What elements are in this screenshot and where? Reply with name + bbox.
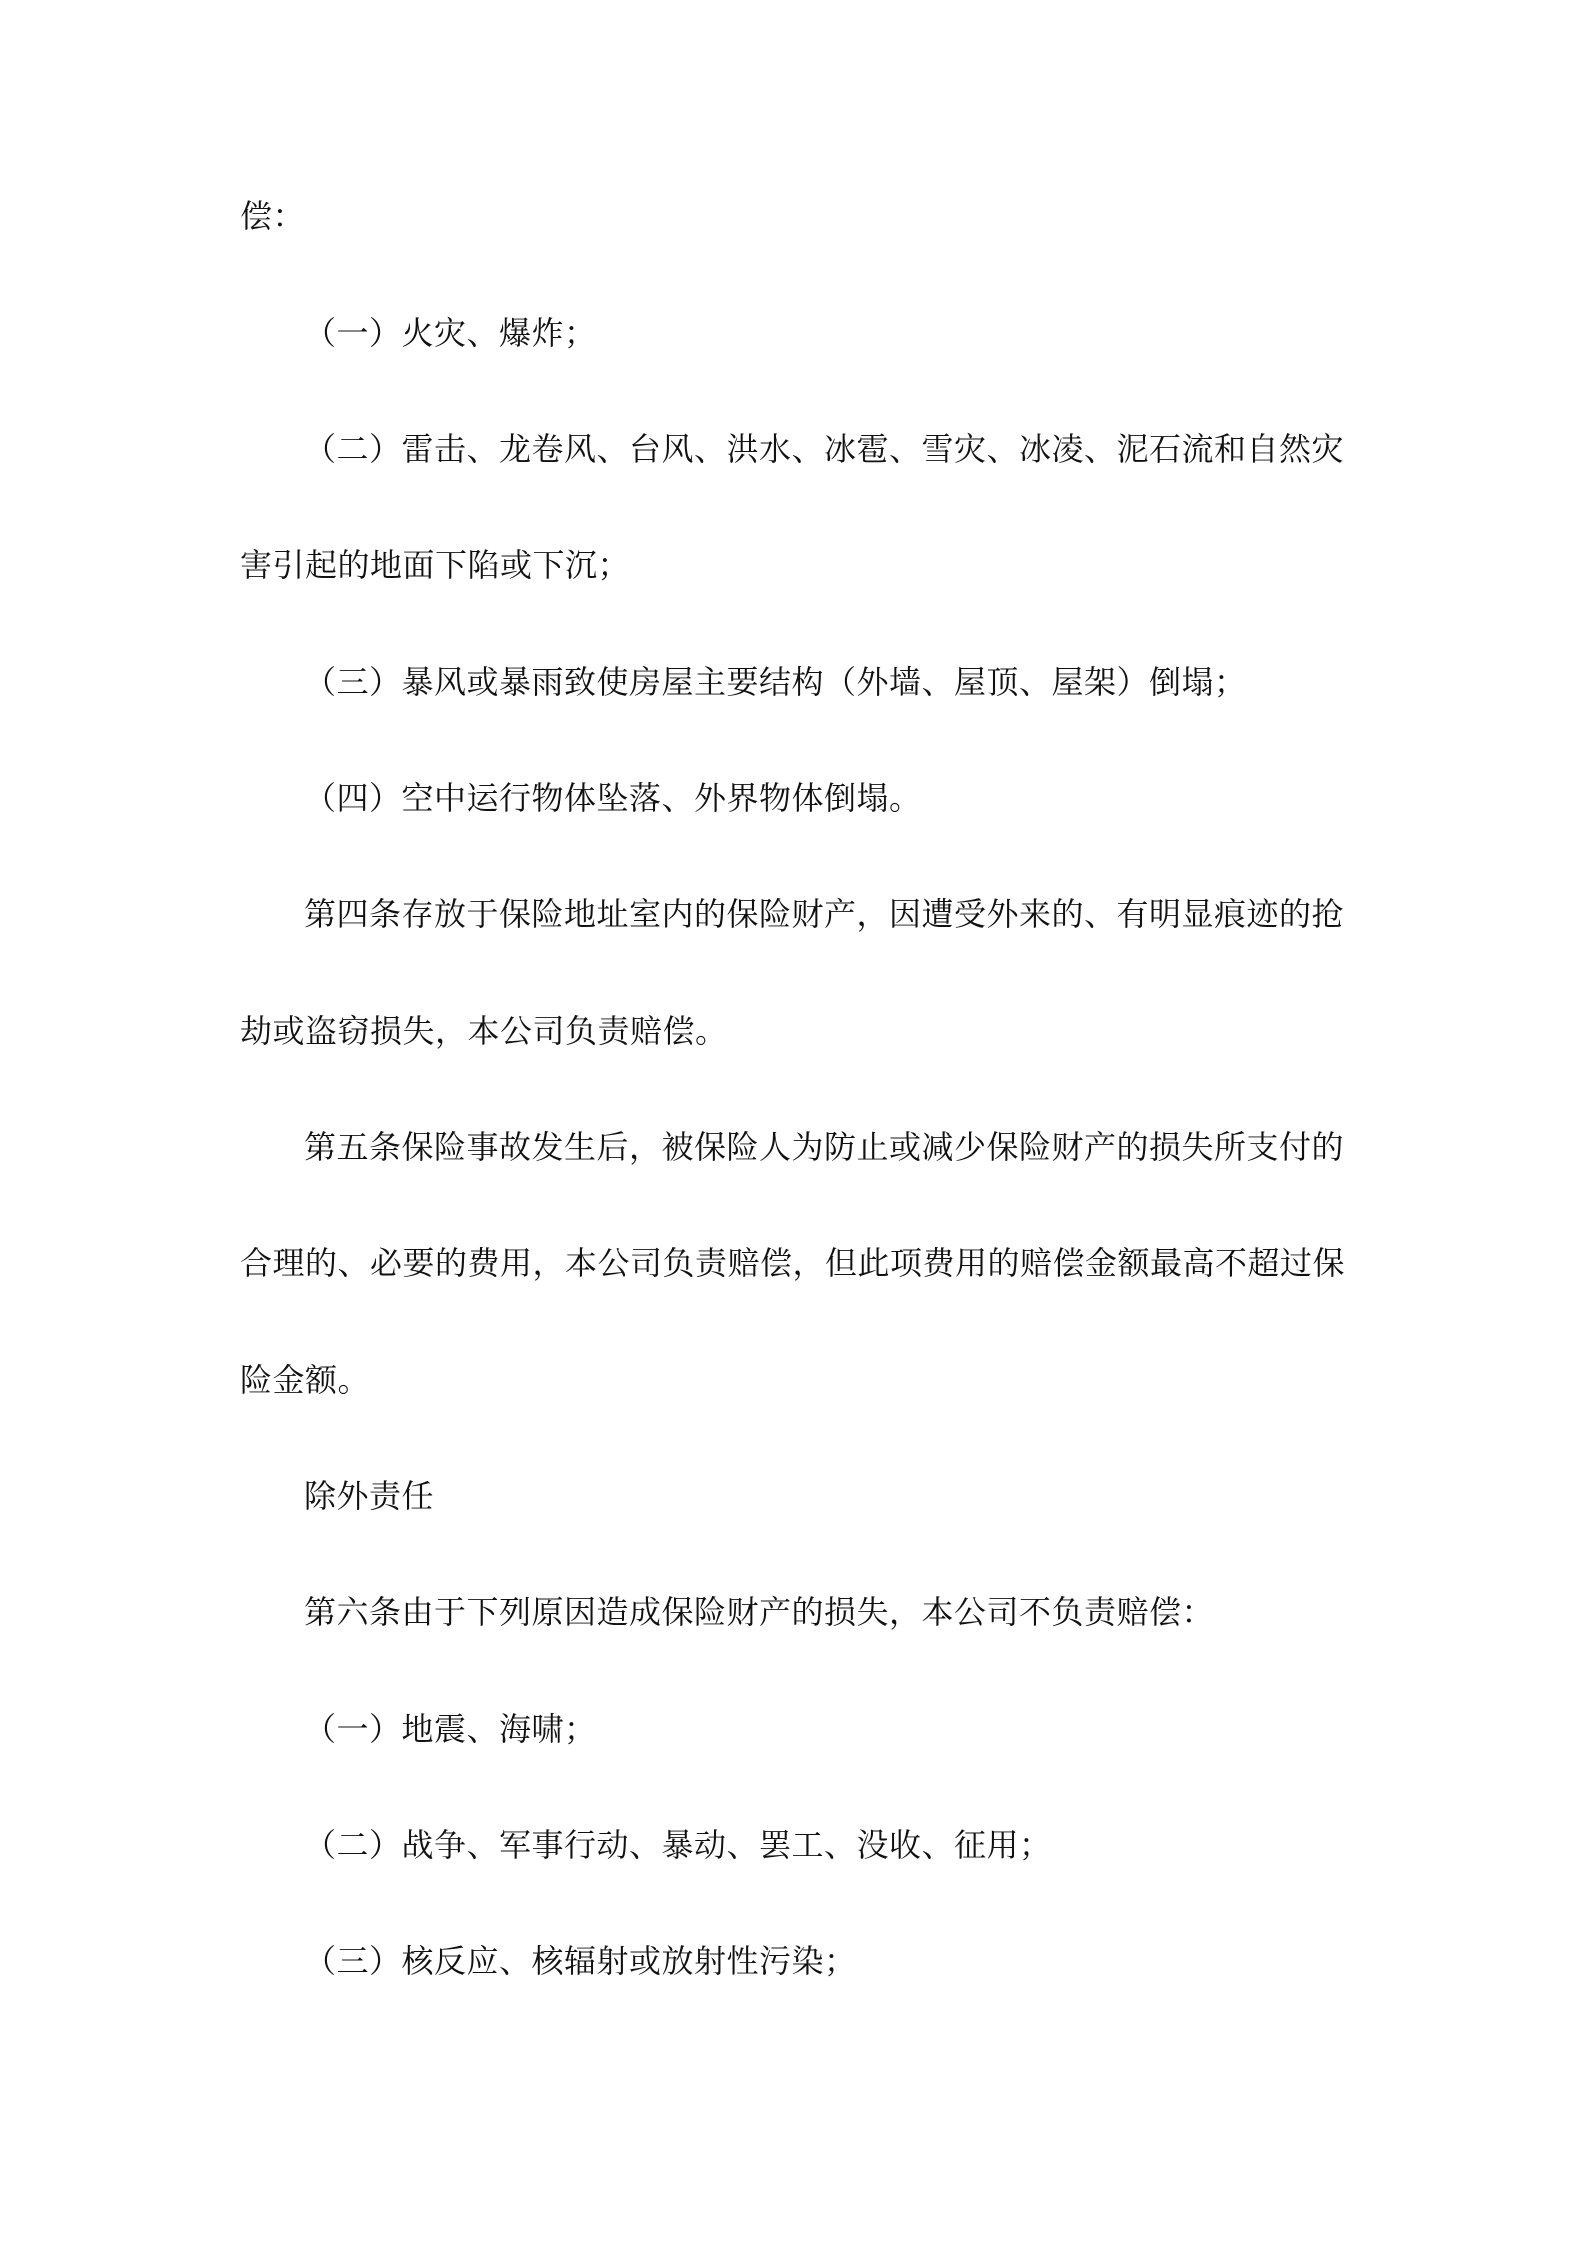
text-line-15: （二）战争、军事行动、暴动、罢工、没收、征用；: [304, 1826, 1052, 1864]
text-line-3: （二）雷击、龙卷风、台风、洪水、冰雹、雪灾、冰凌、泥石流和自然灾: [304, 430, 1345, 468]
text-line-14: （一）地震、海啸；: [304, 1710, 597, 1748]
text-line-1: 偿：: [240, 197, 306, 235]
text-line-7: 第四条存放于保险地址室内的保险财产，因遭受外来的、有明显痕迹的抢: [304, 895, 1345, 933]
text-line-9: 第五条保险事故发生后，被保险人为防止或减少保险财产的损失所支付的: [304, 1128, 1345, 1166]
section-heading: 除外责任: [304, 1477, 435, 1515]
text-line-16: （三）核反应、核辐射或放射性污染；: [304, 1942, 857, 1980]
text-line-5: （三）暴风或暴雨致使房屋主要结构（外墙、屋顶、屋架）倒塌；: [304, 663, 1247, 701]
text-line-11: 险金额。: [240, 1361, 371, 1399]
text-line-4: 害引起的地面下陷或下沉；: [240, 546, 631, 584]
text-line-8: 劫或盗窃损失，本公司负责赔偿。: [240, 1012, 728, 1050]
text-line-6: （四）空中运行物体坠落、外界物体倒塌。: [304, 779, 922, 817]
text-line-13: 第六条由于下列原因造成保险财产的损失，本公司不负责赔偿：: [304, 1593, 1215, 1631]
text-line-10: 合理的、必要的费用，本公司负责赔偿，但此项费用的赔偿金额最高不超过保: [240, 1244, 1346, 1282]
text-line-2: （一）火灾、爆炸；: [304, 314, 597, 352]
